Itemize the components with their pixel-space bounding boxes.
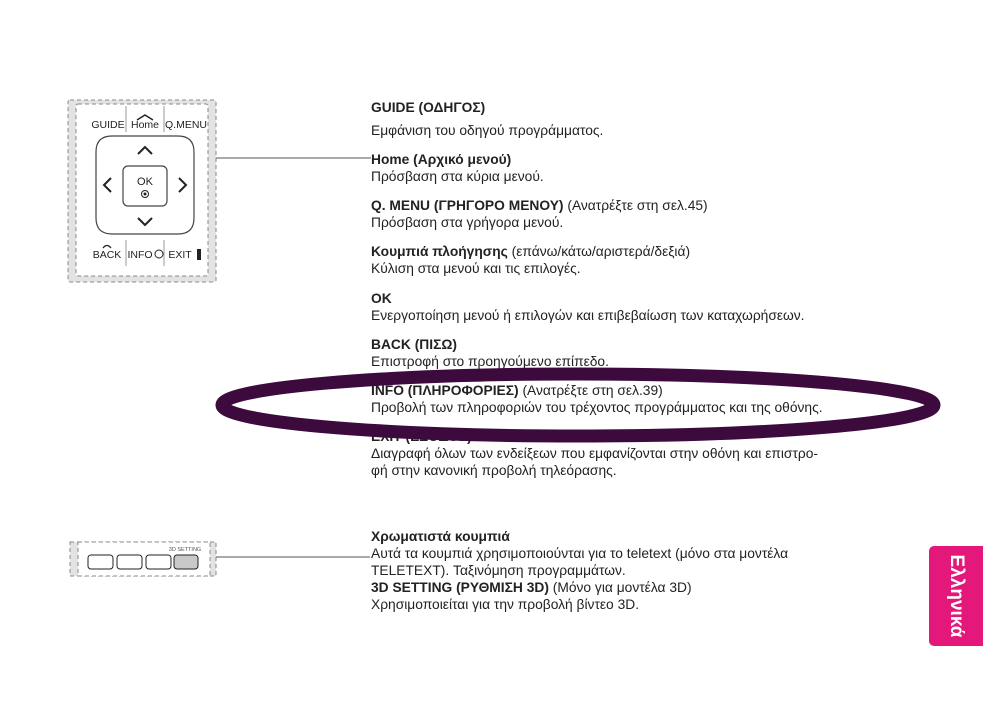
home-title: Home (Αρχικό μενού) (371, 152, 512, 167)
language-tab (929, 546, 983, 646)
remote-color-keys-illustration (68, 538, 378, 578)
info-key[interactable]: INFO (127, 249, 153, 261)
language-label: Ελληνικά (946, 554, 967, 638)
guide-key[interactable]: GUIDE (91, 119, 125, 131)
info-page-reference: (Ανατρέξτε στη σελ.39) (518, 383, 663, 398)
remote-navigation-illustration (66, 98, 376, 284)
entry-home (371, 151, 891, 185)
back-key[interactable]: BACK (92, 249, 122, 261)
info-description: Προβολή των πληροφοριών του τρέχοντος προγράμματος και της οθόνης. (371, 400, 823, 415)
entry-navigation (371, 243, 891, 277)
qmenu-description: Πρόσβαση στα γρήγορα μενού. (371, 215, 564, 230)
qmenu-key[interactable]: Q.MENU (165, 119, 207, 131)
color-keys-description-line-1: Αυτά τα κουμπιά χρησιμοποιούνται για το teletext (μόνο στα μοντέλα (371, 546, 789, 561)
entry-exit (371, 428, 891, 479)
setting-3d-description: Χρησιμοποιείται για την προβολή βίντεο 3D. (371, 597, 640, 612)
exit-description-line-2: φή στην κανονική προβολή τηλεόρασης. (371, 463, 617, 478)
color-keys-description-line-2: TELETEXT). Ταξινόμηση προγραμμάτων. (371, 563, 626, 578)
entry-guide (371, 99, 891, 139)
exit-description-line-1: Διαγραφή όλων των ενδείξεων που εμφανίζονται στην οθόνη και επιστρο- (371, 446, 819, 461)
setting-3d-key-label: 3D SETTING (168, 547, 202, 553)
setting-3d-title: 3D SETTING (ΡΥΘΜΙΣΗ 3D) (371, 580, 549, 595)
home-key[interactable]: Home (130, 119, 160, 131)
qmenu-page-reference: (Ανατρέξτε στη σελ.45) (563, 198, 708, 213)
exit-icon (197, 249, 201, 260)
info-title: INFO (ΠΛΗΡΟΦΟΡΙΕΣ) (371, 383, 519, 398)
red-key[interactable] (88, 555, 113, 569)
color-keys-title: Χρωματιστά κουμπιά (371, 529, 510, 544)
entry-back (371, 336, 891, 370)
entry-color-keys (371, 528, 891, 613)
guide-title: GUIDE (ΟΔΗΓΟΣ) (371, 100, 486, 115)
blue-key-3d-setting[interactable] (174, 555, 198, 569)
exit-title: EXIT (ΕΞΟΔΟΣ) (371, 429, 472, 444)
ok-title: OK (371, 291, 392, 306)
exit-key[interactable]: EXIT (168, 249, 192, 261)
home-description: Πρόσβαση στα κύρια μενού. (371, 169, 544, 184)
navigation-title: Κουμπιά πλοήγησης (371, 244, 508, 259)
green-key[interactable] (117, 555, 142, 569)
navigation-description: Κύλιση στα μενού και τις επιλογές. (371, 261, 581, 276)
back-title: BACK (ΠΙΣΩ) (371, 337, 458, 352)
ok-key: OK (137, 176, 153, 188)
yellow-key[interactable] (146, 555, 171, 569)
back-description: Επιστροφή στο προηγούμενο επίπεδο. (371, 354, 609, 369)
qmenu-title: Q. MENU (ΓΡΗΓΟΡΟ ΜΕΝΟΥ) (371, 198, 564, 213)
entry-qmenu (371, 197, 891, 231)
entry-info (371, 382, 891, 416)
ok-description: Ενεργοποίηση μενού ή επιλογών και επιβεβαίωση των καταχωρήσεων. (371, 308, 805, 323)
guide-description: Εμφάνιση του οδηγού προγράμματος. (371, 123, 604, 138)
navigation-directions: (επάνω/κάτω/αριστερά/δεξιά) (507, 244, 691, 259)
entry-ok (371, 290, 891, 324)
setting-3d-note: (Μόνο για μοντέλα 3D) (548, 580, 692, 595)
